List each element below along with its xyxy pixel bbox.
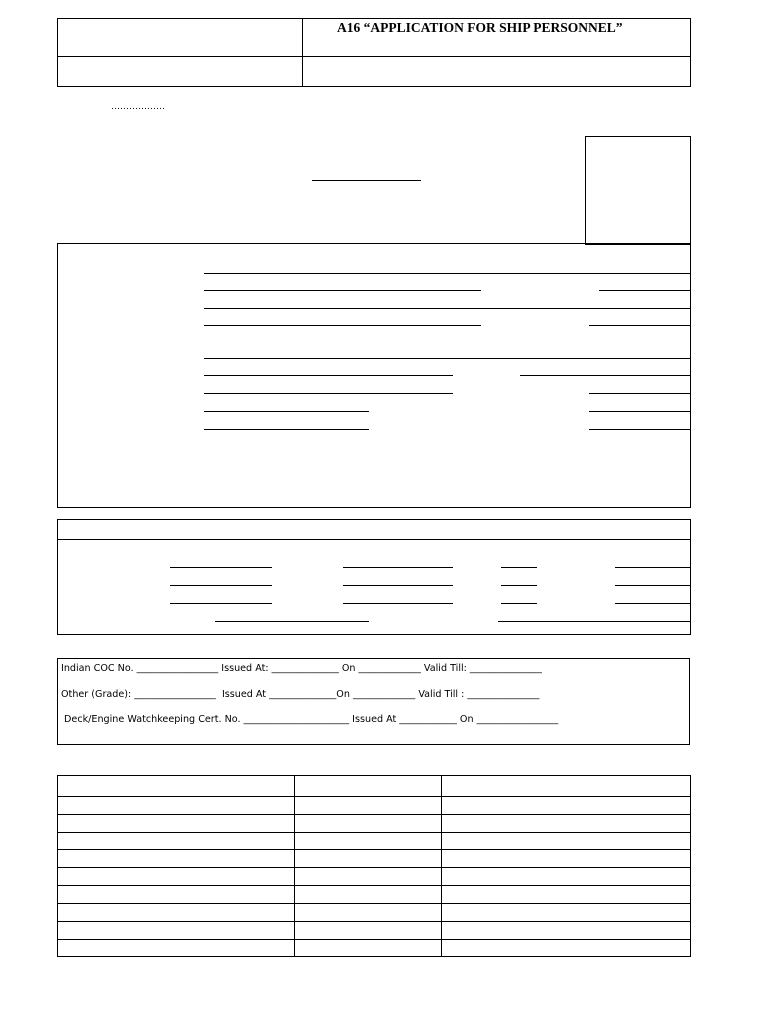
table-col-divider-1 <box>294 775 295 957</box>
detail-line-6a[interactable] <box>204 375 453 376</box>
detail-line-6b[interactable] <box>520 375 690 376</box>
detail-line-4b[interactable] <box>589 325 690 326</box>
indian-coc-line: Indian COC No. _________________ Issued At: ______________ On _____________ Valid Till: _______________ <box>61 663 542 674</box>
table-row-line <box>57 814 691 815</box>
detail-line-8a[interactable] <box>204 411 369 412</box>
form-title: A16 “APPLICATION FOR SHIP PERSONNEL” <box>337 20 623 35</box>
photo-box <box>585 136 691 245</box>
phys-line-2c[interactable] <box>501 585 537 586</box>
phys-line-2b[interactable] <box>343 585 453 586</box>
phys-line-1a[interactable] <box>170 567 272 568</box>
detail-line-4a[interactable] <box>204 325 481 326</box>
table-row-line <box>57 832 691 833</box>
phys-line-3c[interactable] <box>501 603 537 604</box>
detail-line-2a[interactable] <box>204 290 481 291</box>
other-grade-line: Other (Grade): _________________ Issued At ______________On _____________ Valid Till : _______________ <box>61 689 540 700</box>
detail-line-5[interactable] <box>204 358 690 359</box>
header-divider-vertical <box>302 18 303 87</box>
physical-header-line <box>57 539 691 540</box>
detail-line-2b[interactable] <box>599 290 690 291</box>
detail-line-7b[interactable] <box>589 393 690 394</box>
header-divider-horizontal <box>57 56 691 57</box>
table-col-divider-2 <box>441 775 442 957</box>
phys-line-1d[interactable] <box>615 567 690 568</box>
phys-line-3d[interactable] <box>615 603 690 604</box>
name-underline[interactable] <box>312 180 421 181</box>
detail-line-9b[interactable] <box>589 429 690 430</box>
table-row-line <box>57 796 691 797</box>
phys-line-4a[interactable] <box>215 621 369 622</box>
physical-details-box <box>57 519 691 635</box>
sea-service-table <box>57 775 691 957</box>
phys-line-4b[interactable] <box>498 621 690 622</box>
phys-line-2a[interactable] <box>170 585 272 586</box>
date-dots: ……………… <box>111 101 165 111</box>
table-row-line <box>57 885 691 886</box>
detail-line-9a[interactable] <box>204 429 369 430</box>
table-row-line <box>57 867 691 868</box>
table-row-line <box>57 939 691 940</box>
table-row-line <box>57 921 691 922</box>
table-row-line <box>57 849 691 850</box>
phys-line-3b[interactable] <box>343 603 453 604</box>
detail-line-3[interactable] <box>204 308 690 309</box>
watchkeeping-cert-line: Deck/Engine Watchkeeping Cert. No. ______________________ Issued At ____________ On _________________ <box>61 714 559 725</box>
phys-line-3a[interactable] <box>170 603 272 604</box>
phys-line-1b[interactable] <box>343 567 453 568</box>
detail-line-8b[interactable] <box>589 411 690 412</box>
phys-line-2d[interactable] <box>615 585 690 586</box>
detail-line-1[interactable] <box>204 273 690 274</box>
phys-line-1c[interactable] <box>501 567 537 568</box>
table-row-line <box>57 903 691 904</box>
detail-line-7a[interactable] <box>204 393 453 394</box>
